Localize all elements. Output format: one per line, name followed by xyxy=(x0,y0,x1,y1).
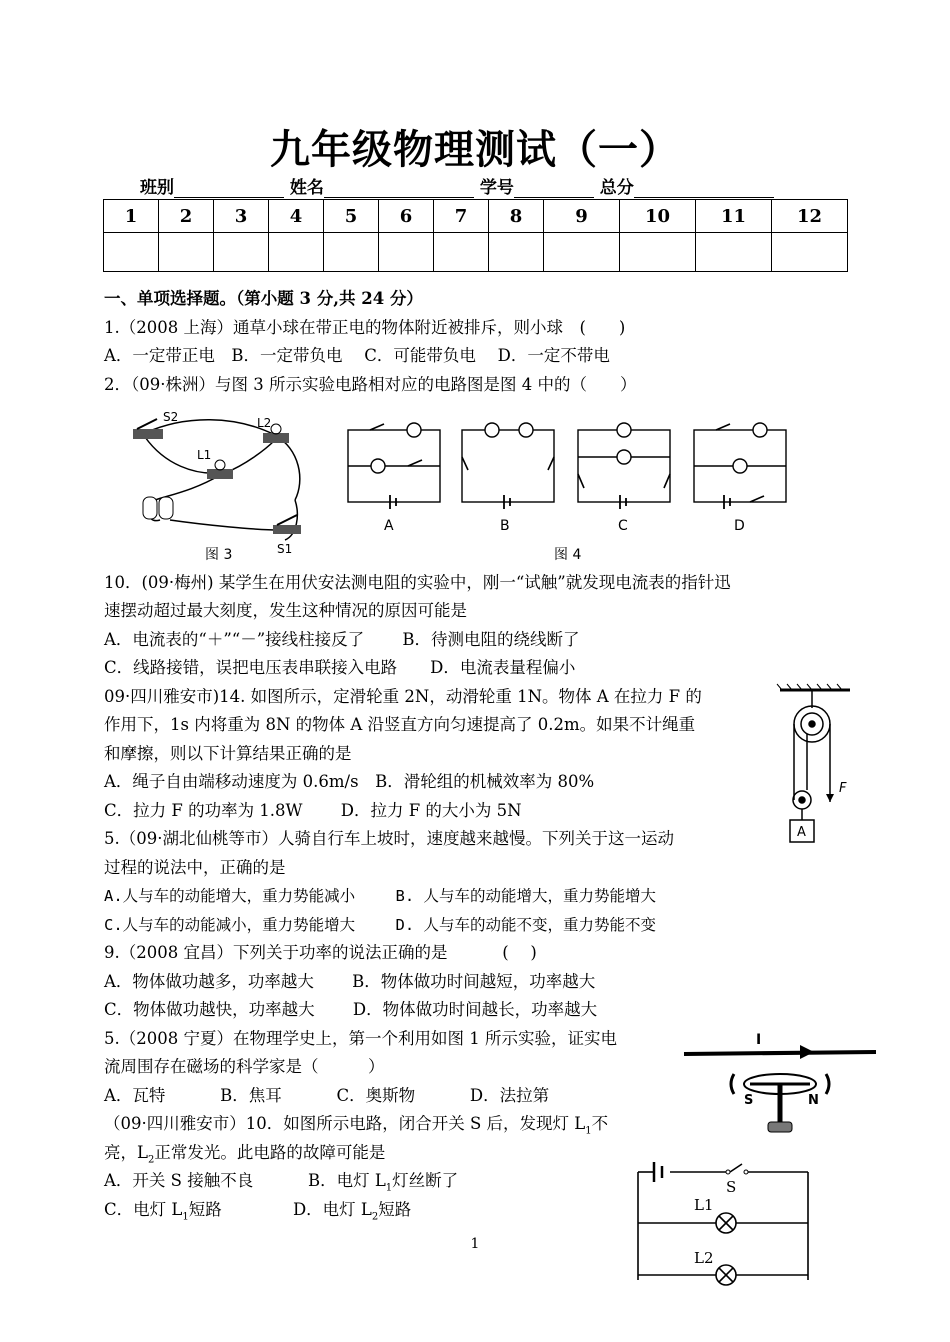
circuit-c-switch xyxy=(578,474,584,488)
fig4-label-b: B xyxy=(500,518,510,534)
question-options: A．电流表的“＋”“－”接线柱接反了 B．待测电阻的绕线断了 xyxy=(104,630,580,649)
score-cell[interactable] xyxy=(772,233,848,272)
switch-label: S xyxy=(726,1178,737,1196)
question-options: A．开关 S 接触不良 B．电灯 $L_1$灯丝断了 xyxy=(104,1171,459,1194)
question-text: （09·四川雅安市）10．如图所示电路，闭合开关 S 后，发现灯 $L_1$不 xyxy=(104,1114,609,1137)
question-text: 流周围存在磁场的科学家是（ ） xyxy=(104,1057,385,1076)
question-text: 5.（09·湖北仙桃等市）人骑自行车上坡时，速度越来越慢。下列关于这一运动 xyxy=(104,829,674,848)
score-cell[interactable] xyxy=(696,233,772,272)
score-cell[interactable] xyxy=(269,233,324,272)
question-options: A．一定带正电 B．一定带负电 C．可能带负电 D．一定不带电 xyxy=(104,346,610,365)
score-header: 2 xyxy=(159,200,214,233)
score-header: 9 xyxy=(544,200,620,233)
circuit-d-lamp xyxy=(733,459,747,473)
figure-3-wiring xyxy=(125,405,310,565)
switch-s2-lever xyxy=(137,419,157,429)
name-label: 姓名 xyxy=(289,178,324,198)
fig3-label-s1: S1 xyxy=(277,542,293,556)
score-header: 10 xyxy=(620,200,696,233)
total-field[interactable] xyxy=(634,179,774,198)
question-text: 速摆动超过最大刻度，发生这种情况的原因可能是 xyxy=(104,601,467,620)
circuit-b-switch xyxy=(548,457,554,470)
score-table xyxy=(103,199,848,272)
current-arrow-icon xyxy=(800,1045,814,1059)
figure-4-circuits xyxy=(340,402,800,542)
name-field[interactable] xyxy=(324,179,474,198)
wire xyxy=(684,1052,876,1054)
circuit-b-frame xyxy=(462,430,554,502)
lamp-l1-bulb xyxy=(215,460,225,470)
question-options: A．绳子自由端移动速度为 0.6m/s B．滑轮组的机械效率为 80% xyxy=(104,772,595,791)
student-info xyxy=(140,173,774,198)
question-options: C.人与车的动能减小，重力势能增大 D. 人与车的动能不变，重力势能不变 xyxy=(104,916,656,934)
fig4-label-c: C xyxy=(618,518,628,534)
block-label: A xyxy=(797,825,806,840)
question-text: 作用下，1s 内将重为 8N 的物体 A 沿竖直方向匀速提高了 0.2m。如果不计绳重 xyxy=(104,715,696,734)
figure-4-caption: 图 4 xyxy=(554,547,582,563)
force-label: F xyxy=(839,781,847,796)
lamp-l2-label: L2 xyxy=(694,1249,714,1267)
switch-s xyxy=(730,1164,742,1172)
score-header: 5 xyxy=(324,200,379,233)
switch-s1-lever xyxy=(277,515,297,525)
page-title: 九年级物理测试（一） xyxy=(270,126,680,173)
score-cell[interactable] xyxy=(324,233,379,272)
number-field[interactable] xyxy=(514,179,594,198)
number-label: 学号 xyxy=(479,178,514,198)
battery-cell xyxy=(143,497,157,519)
lamp-l2-bulb xyxy=(271,424,281,434)
circuit-c-lamp xyxy=(617,450,631,464)
arrow-icon xyxy=(826,794,834,802)
score-header: 3 xyxy=(214,200,269,233)
score-cell[interactable] xyxy=(434,233,489,272)
question-options: A．物体做功越多，功率越大 B．物体做功时间越短，功率越大 xyxy=(104,972,596,991)
circuit-c-lamp xyxy=(617,423,631,437)
section-heading: 一、单项选择题。（第小题 3 分,共 24 分） xyxy=(104,289,423,308)
south-pole-label: S xyxy=(744,1093,754,1108)
switch-s1-body xyxy=(273,525,301,534)
score-header: 8 xyxy=(489,200,544,233)
circuit-d-lamp xyxy=(753,423,767,437)
figure-3-caption: 图 3 xyxy=(205,547,233,563)
score-cell[interactable] xyxy=(544,233,620,272)
question-text: 10．(09·梅州) 某学生在用伏安法测电阻的实验中，刚一“试触”就发现电流表的指针迅 xyxy=(104,573,731,592)
circuit-a-switch xyxy=(370,424,384,430)
oersted-figure xyxy=(680,1026,880,1141)
score-cell[interactable] xyxy=(214,233,269,272)
circuit-d-switch xyxy=(716,424,730,430)
circuit-b-switch xyxy=(462,457,468,470)
question-options: C．电灯 $L_1$短路 D．电灯 $L_2$短路 xyxy=(104,1200,412,1223)
question-options: C．物体做功越快，功率越大 D．物体做功时间越长，功率越大 xyxy=(104,1000,598,1019)
question-text: 1.（2008 上海）通草小球在带正电的物体附近被排斥，则小球 ( ) xyxy=(104,318,626,337)
circuit-c-frame xyxy=(578,430,670,502)
score-cell[interactable] xyxy=(489,233,544,272)
circuit-figure xyxy=(618,1150,818,1295)
battery-cell xyxy=(159,497,173,519)
question-options: C．拉力 F 的功率为 1.8W D．拉力 F 的大小为 5N xyxy=(104,801,522,820)
circuit-b-lamp xyxy=(485,423,499,437)
page-number: 1 xyxy=(470,1236,480,1252)
question-text: 9.（2008 宜昌）下列关于功率的说法正确的是 ( ) xyxy=(104,943,537,962)
class-field[interactable] xyxy=(174,179,284,198)
score-header: 7 xyxy=(434,200,489,233)
score-header: 6 xyxy=(379,200,434,233)
score-header: 1 xyxy=(104,200,159,233)
lamp-l1-label: L1 xyxy=(694,1196,714,1214)
compass-base xyxy=(768,1122,792,1132)
circuit-a-lamp xyxy=(371,459,385,473)
current-label: I xyxy=(756,1032,762,1048)
score-cell[interactable] xyxy=(159,233,214,272)
question-text: 09·四川雅安市)14. 如图所示，定滑轮重 2N，动滑轮重 1N。物体 A 在拉力 F 的 xyxy=(104,687,702,706)
circuit-b-lamp xyxy=(519,423,533,437)
question-text: 和摩擦，则以下计算结果正确的是 xyxy=(104,744,352,763)
pulley-figure xyxy=(772,682,862,847)
fig4-label-d: D xyxy=(734,518,745,534)
total-label: 总分 xyxy=(599,178,634,198)
circuit-a-lamp xyxy=(407,423,421,437)
question-options: A．瓦特 B．焦耳 C．奥斯物 D．法拉第 xyxy=(104,1086,550,1105)
question-text: 5.（2008 宁夏）在物理学史上，第一个利用如图 1 所示实验，证实电 xyxy=(104,1029,617,1048)
score-cell[interactable] xyxy=(620,233,696,272)
fig3-label-l1: L1 xyxy=(197,448,212,462)
circuit-a-switch xyxy=(408,460,422,466)
score-cell[interactable] xyxy=(379,233,434,272)
fig4-label-a: A xyxy=(384,518,394,534)
switch-s2-body xyxy=(133,429,163,439)
circuit-c-switch xyxy=(664,474,670,488)
class-label: 班别 xyxy=(140,178,174,198)
circuit-d-switch xyxy=(750,496,764,502)
score-cell[interactable] xyxy=(104,233,159,272)
fig3-label-s2: S2 xyxy=(163,410,179,424)
score-header: 12 xyxy=(772,200,848,233)
north-pole-label: N xyxy=(808,1093,819,1108)
score-header: 4 xyxy=(269,200,324,233)
question-options: C．线路接错，误把电压表串联接入电路 D．电流表量程偏小 xyxy=(104,658,576,677)
score-header: 11 xyxy=(696,200,772,233)
question-text: 亮，$L_2$正常发光。此电路的故障可能是 xyxy=(104,1143,386,1166)
question-options: A.人与车的动能增大，重力势能减小 B. 人与车的动能增大，重力势能增大 xyxy=(104,887,656,905)
question-text: 2．（09·株洲）与图 3 所示实验电路相对应的电路图是图 4 中的（ ） xyxy=(104,375,637,394)
question-text: 过程的说法中，正确的是 xyxy=(104,858,286,877)
fig3-label-l2: L2 xyxy=(257,416,272,430)
